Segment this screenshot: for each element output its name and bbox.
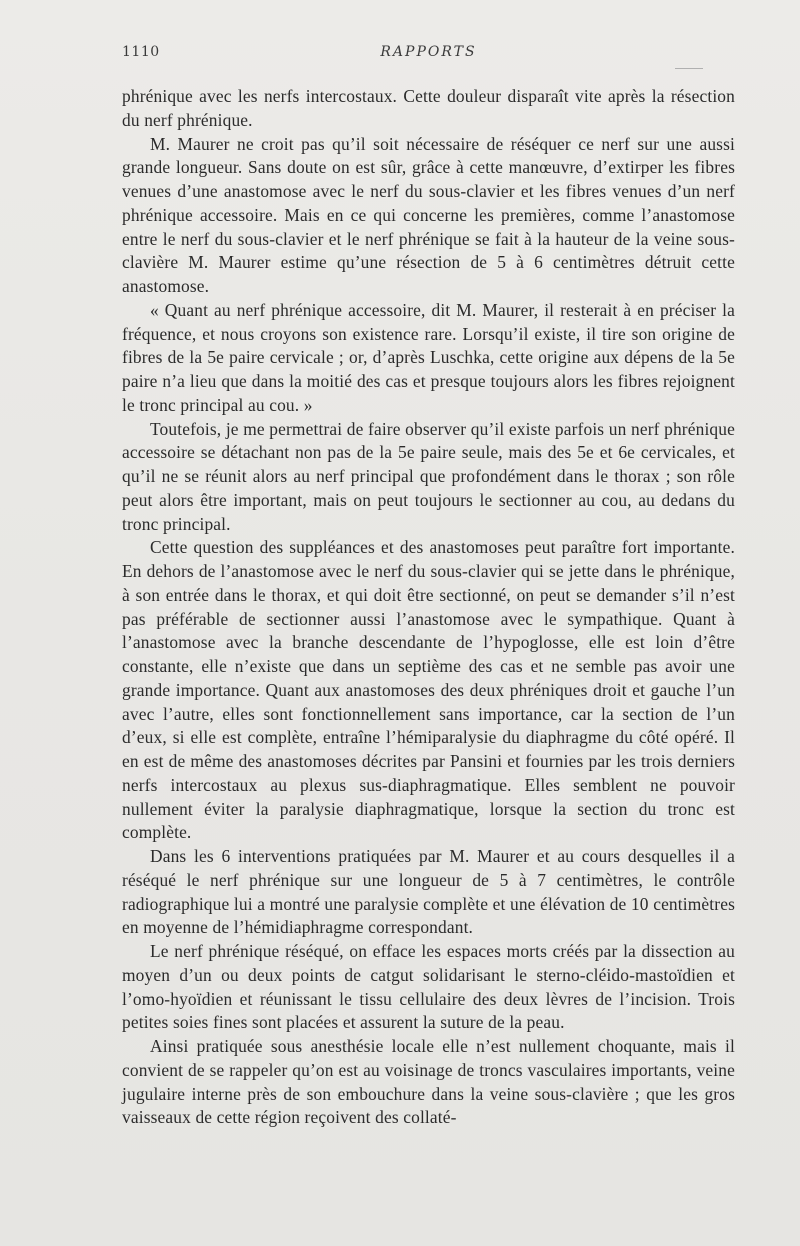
paragraph: Toutefois, je me permettrai de faire observer qu’il existe parfois un nerf phrénique accessoire se détachant non pas de la 5e paire seule, mais des 5e et 6e cervicales, et qu’il ne se réunit alors au nerf principal que profondément dans le thorax ; son rôle peut alors être important, mais on peut toujours le sectionner au cou, au dedans du tronc principal.	[122, 418, 735, 534]
paragraph: phrénique avec les nerfs intercostaux. Cette douleur disparaît vite après la résection du nerf phrénique.	[122, 86, 735, 130]
paragraph: M. Maurer ne croit pas qu’il soit nécessaire de réséquer ce nerf sur une aussi grande longueur. Sans doute on est sûr, grâce à cette manœuvre, d’extirper les fibres venues d’une anastomose avec le nerf du sous-clavier et les fibres venues d’un nerf phrénique accessoire. Mais en ce qui concerne les premières, comme l’anastomose entre le nerf du sous-clavier et le nerf phrénique se fait à la hauteur de la veine sous-clavière M. Maurer estime qu’une résection de 5 à 6 centimètres détruit cette anastomose.	[122, 133, 735, 296]
paragraph: Cette question des suppléances et des anastomoses peut paraître fort importante. En dehors de l’anastomose avec le nerf du sous-clavier qui se jette dans le phrénique, à son entrée dans le thorax, et qui doit être sectionné, on peut se demander s’il n’est pas préférable de sectionner aussi l’anastomose avec le sympathique. Quant à l’anastomose avec la branche descendante de l’hypoglosse, elle est loin d’être constante, elle n’existe que dans un septième des cas et ne semble pas avoir une grande importance. Quant aux anastomoses des deux phréniques droit et gauche l’un avec l’autre, elles sont fonctionnellement sans importance, car la section de l’un d’eux, si elle est complète, entraîne l’hémiparalysie du diaphragme du côté opéré. Il en est de même des anastomoses décrites par Pansini et fournies par les trois derniers nerfs intercostaux au plexus sus-diaphragmatique. Elles semblent ne pouvoir nullement éviter la paralysie diaphragmatique, lorsque la section du tronc est complète.	[122, 537, 735, 843]
body-text	[122, 85, 735, 1130]
page-header	[122, 44, 735, 66]
paragraph: Le nerf phrénique réséqué, on efface les espaces morts créés par la dissection au moyen d’un ou deux points de catgut solidarisant le sterno-cléido-mastoïdien et l’omo-hyoïdien et réunissant le tissu cellulaire des deux lèvres de l’incision. Trois petites soies fines sont placées et assurent la suture de la peau.	[122, 941, 735, 1033]
paragraph: « Quant au nerf phrénique accessoire, dit M. Maurer, il resterait à en préciser la fréquence, et nous croyons son existence rare. Lorsqu’il existe, il tire son origine de fibres de la 5e paire cervicale ; or, d’après Luschka, cette origine aux dépens de la 5e paire n’a lieu que dans la moitié des cas et presque toujours alors les fibres rejoignent le tronc principal au cou. »	[122, 299, 735, 415]
page-number: 1110	[122, 44, 160, 60]
paragraph: Dans les 6 interventions pratiquées par M. Maurer et au cours desquelles il a réséqué le nerf phrénique sur une longueur de 5 à 7 centimètres, le contrôle radiographique lui a montré une paralysie complète et une élévation de 10 centimètres en moyenne de l’hémidiaphragme correspondant.	[122, 846, 735, 938]
running-title: RAPPORTS	[380, 44, 477, 60]
paragraph: Ainsi pratiquée sous anesthésie locale elle n’est nullement choquante, mais il convient de se rappeler qu’on est au voisinage de troncs vasculaires importants, veine jugulaire interne près de son embouchure dans la veine sous-clavière ; que les gros vaisseaux de cette région reçoivent des collaté-	[122, 1036, 735, 1128]
header-rule	[675, 68, 703, 69]
